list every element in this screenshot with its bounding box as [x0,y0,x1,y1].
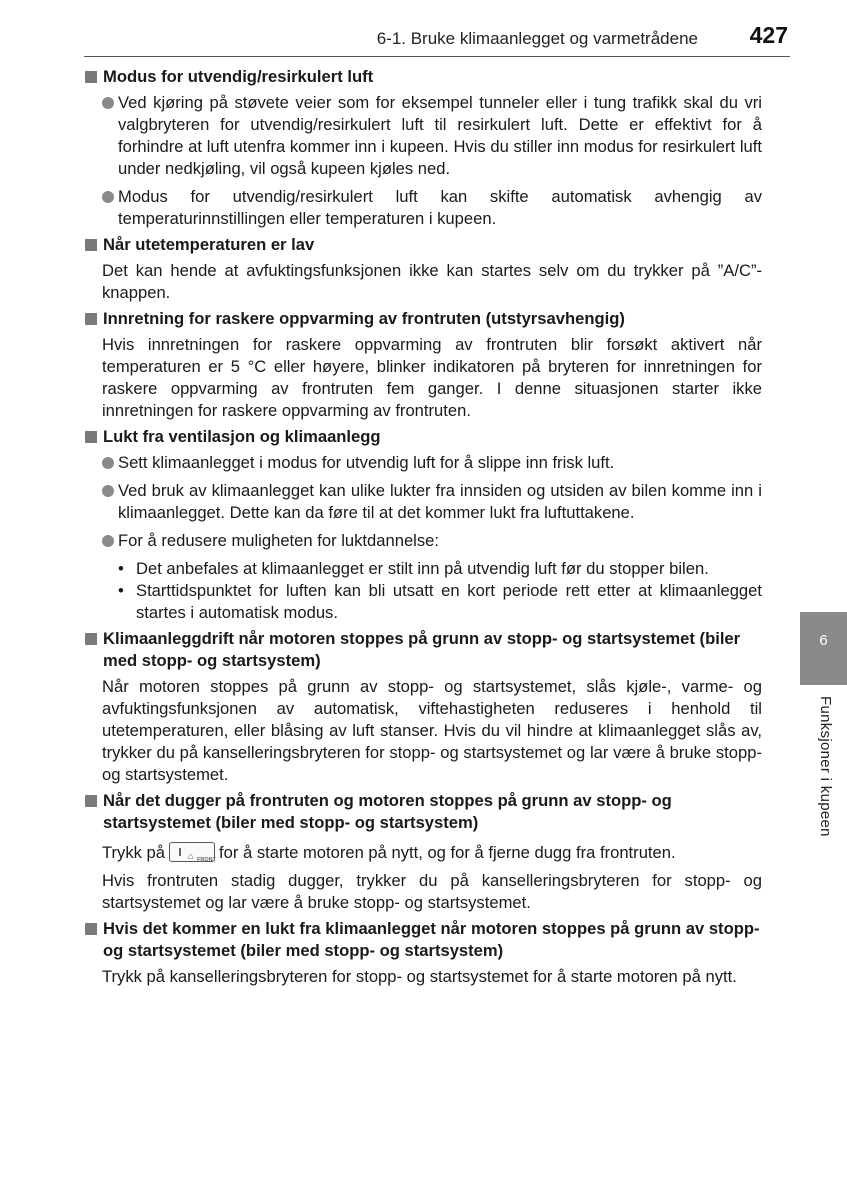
section-heading [84,66,762,88]
defog-glyph-icon: ⌂ [188,851,194,862]
chapter-title: 6-1. Bruke klimaanlegget og varmetrådene [376,29,698,48]
button-bar-icon [179,848,181,856]
round-bullet-icon [102,457,114,469]
section-title: Klimaanleggdrift når motoren stoppes på grunn av stopp- og startsystemet (biler med stopp- og startsystem) [103,629,741,670]
list-item [84,92,762,180]
sub-list-item [118,580,762,624]
list-item [84,530,762,552]
sub-bullet-mark: • [118,559,124,578]
list-item [84,452,762,474]
section-heading [84,628,762,672]
list-item-text: Ved bruk av klimaanlegget kan ulike lukter fra innsiden og utsiden av bilen komme inn i klimaanlegget. Dette kan da føre til at det kommer lukt fra luftuttakene. [118,481,762,522]
list-item-text: Ved kjøring på støvete veier som for eksempel tunneler eller i tung trafikk skal du vri valgbryteren for utvendig/resirkulert luft til resirkulert luft. Dette er effektivt for å forhindre at luft utenfra kommer inn i kupeen. Hvis du stiller inn modus for resirkulert luft under nedkjøling, vil også kupeen kjøles ned. [118,93,762,178]
instruction-text-before: Trykk på [102,843,166,862]
section-heading [84,426,762,448]
sub-list-item [118,558,762,580]
square-bullet-icon [85,313,97,325]
section-title: Når utetemperaturen er lav [103,235,315,254]
section-odor-stop-start [84,918,762,988]
section-paragraph: Hvis frontruten stadig dugger, trykker du på kanselleringsbryteren for stopp- og startsystemet og lar være å bruke stopp- og startsystemet. [102,871,762,912]
section-title: Lukt fra ventilasjon og klimaanlegg [103,427,381,446]
chapter-tab-label: Funksjoner i kupeen [817,696,834,837]
section-heading [84,234,762,256]
page-header [84,20,790,57]
square-bullet-icon [85,633,97,645]
sub-list-item-text: Det anbefales at klimaanlegget er stilt inn på utvendig luft før du stopper bilen. [136,559,709,578]
sub-bullet-mark: • [118,581,124,600]
section-ventilation-odor [84,426,762,624]
front-defogger-button-icon [169,842,215,862]
section-paragraph: Hvis innretningen for raskere oppvarming av frontruten blir forsøkt aktivert når temperaturen er 5 °C eller høyere, blinker indikatoren på bryteren for innretningen for raskere oppvarming av frontruten fem ganger. I denne situasjonen starter ikke innretningen for raskere oppvarming av frontruten. [102,335,762,420]
list-item [84,186,762,230]
square-bullet-icon [85,431,97,443]
section-windshield-quick-heating [84,308,762,422]
list-item-text: Modus for utvendig/resirkulert luft kan skifte automatisk avhengig av temperaturinnstillingen eller temperaturen i kupeen. [118,187,762,228]
section-heading [84,790,762,834]
section-paragraph: Det kan hende at avfuktingsfunksjonen ikke kan startes selv om du trykker på ”A/C”-knappen. [102,261,762,302]
section-title: Modus for utvendig/resirkulert luft [103,67,374,86]
round-bullet-icon [102,191,114,203]
list-item-text: Sett klimaanlegget i modus for utvendig luft for å slippe inn frisk luft. [118,453,615,472]
section-title: Hvis det kommer en lukt fra klimaanlegget når motoren stoppes på grunn av stopp- og startsystemet (biler med stopp- og startsystem) [103,919,760,960]
button-label: FRONT [197,857,216,864]
chapter-tab [800,612,847,685]
sub-list [84,558,762,624]
square-bullet-icon [85,923,97,935]
section-low-outside-temperature [84,234,762,304]
section-climate-stop-start [84,628,762,786]
section-title: Innretning for raskere oppvarming av frontruten (utstyrsavhengig) [103,309,625,328]
section-paragraph: Trykk på kanselleringsbryteren for stopp- og startsystemet for å starte motoren på nytt. [102,967,737,986]
chapter-tab-number: 6 [819,632,828,649]
section-outside-recirculated-air [84,66,762,230]
page-number: 427 [749,22,788,48]
square-bullet-icon [85,239,97,251]
section-heading [84,918,762,962]
section-fogging-stop-start [84,790,762,914]
round-bullet-icon [102,97,114,109]
instruction-text-after: for å starte motoren på nytt, og for å fjerne dugg fra frontruten. [219,843,676,862]
page-content [84,66,762,992]
square-bullet-icon [85,71,97,83]
round-bullet-icon [102,485,114,497]
section-title: Når det dugger på frontruten og motoren stoppes på grunn av stopp- og startsystemet (biler med stopp- og startsystem) [103,791,672,832]
sub-list-item-text: Starttidspunktet for luften kan bli utsatt en kort periode rett etter at klimaanlegget startes i automatisk modus. [136,581,762,622]
section-paragraph: Når motoren stoppes på grunn av stopp- og startsystemet, slås kjøle-, varme- og avfuktingsfunksjonen av automatisk, viftehastigheten reduseres i henhold til utetemperaturen, eller blåsing av luft stanser. Hvis du vil hindre at klimaanlegget slås av, trykker du på kanselleringsbryteren for stopp- og startsystemet og lar være å bruke stopp- og startsystemet. [102,677,762,784]
list-item [84,480,762,524]
section-heading [84,308,762,330]
list-item-text: For å redusere muligheten for luktdannelse: [118,531,439,550]
press-defog-instruction [84,842,762,864]
round-bullet-icon [102,535,114,547]
square-bullet-icon [85,795,97,807]
